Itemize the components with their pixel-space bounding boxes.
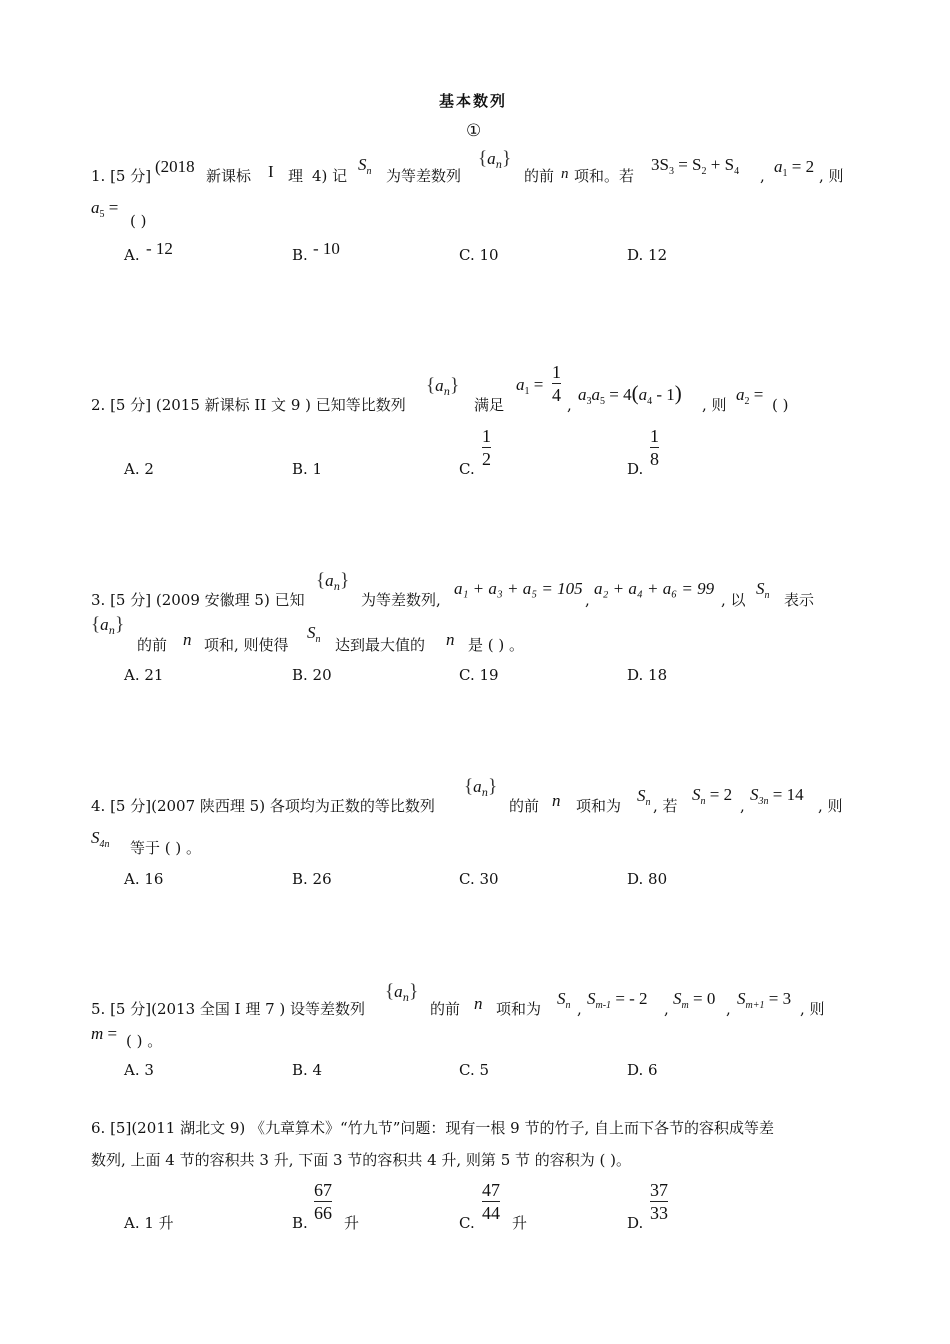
- q1-option-c: C. 10: [459, 246, 499, 264]
- q5-equation-1: $S_{m-1}$ = - 2: [587, 989, 648, 1011]
- q5-sn: $S_n$: [557, 989, 571, 1011]
- q6-option-d-fraction: 37 33: [650, 1180, 668, 1223]
- q1-option-a-value: - 12: [146, 239, 173, 258]
- q1-source-roman: I: [268, 162, 274, 181]
- q1-source-text: 新课标: [206, 167, 252, 185]
- q2-fraction-1-4: 1 4: [552, 362, 561, 405]
- q3-option-a: A. 21: [124, 666, 164, 684]
- q3-equation-2: a₂ + a₄ + a₆ = 99: [594, 579, 715, 598]
- q5-sequence-an: $\{a_n\}$: [385, 981, 419, 1004]
- q2-number: 2. [5 分] (2015 新课标 II 文 9 ) 已知等比数列: [91, 396, 406, 414]
- q1-source-year: (2018: [155, 157, 195, 176]
- q3-text-5: 项和, 则使得: [204, 636, 289, 654]
- q3-option-d: D. 18: [627, 666, 668, 684]
- q1-text-3: 项和。若: [574, 167, 635, 185]
- q6-option-c-fraction: 47 44: [482, 1180, 500, 1223]
- q6-option-c-label: C.: [459, 1214, 475, 1232]
- q1-option-b-value: - 10: [313, 239, 340, 258]
- q4-n: n: [552, 791, 561, 810]
- q6-option-b-fraction: 67 66: [314, 1180, 332, 1223]
- q5-text-2: 项和为: [496, 1000, 542, 1018]
- q4-option-d: D. 80: [627, 870, 668, 888]
- q3-number: 3. [5 分] (2009 安徽理 5) 已知: [91, 591, 305, 609]
- q2-option-b: B. 1: [292, 460, 323, 478]
- q1-sequence-an: $\{a_n\}$: [478, 148, 512, 171]
- q5-option-a: A. 3: [124, 1061, 154, 1079]
- q4-text-2: 项和为: [576, 797, 622, 815]
- q4-number: 4. [5 分](2007 陕西理 5) 各项均为正数的等比数列: [91, 797, 435, 815]
- q1-text-2: 的前: [524, 167, 555, 185]
- q2-option-c-label: C.: [459, 460, 475, 478]
- q2-option-a: A. 2: [124, 460, 154, 478]
- q3-text-1: 为等差数列,: [361, 591, 441, 609]
- q3-text-7: 是 ( ) 。: [468, 636, 525, 654]
- q5-n: n: [474, 994, 483, 1013]
- q2-option-d-fraction: 1 8: [650, 426, 659, 469]
- q4-option-b: B. 26: [292, 870, 332, 888]
- q4-text-1: 的前: [509, 797, 540, 815]
- q2-text-1: 满足: [474, 396, 505, 414]
- q1-source-li: 理: [288, 167, 304, 185]
- q4-option-c: C. 30: [459, 870, 499, 888]
- q5-text-3: , 则: [800, 1000, 825, 1018]
- q2-equation-2: $a_3a_5 = 4(a_4 - 1)$: [578, 381, 682, 407]
- q4-equation-1: $S_n = 2$: [692, 785, 733, 807]
- q6-option-b-label: B.: [292, 1214, 308, 1232]
- q5-comma-3: ,: [726, 1000, 731, 1018]
- q1-option-b-label: B.: [292, 246, 308, 264]
- q4-sequence-an: $\{a_n\}$: [464, 776, 498, 799]
- q1-text-4: , 则: [819, 167, 844, 185]
- q1-comma: ,: [760, 167, 765, 185]
- q2-answer-paren: ( ): [772, 396, 789, 414]
- q4-text-3: , 若: [653, 797, 678, 815]
- q1-answer-paren: ( ): [130, 212, 147, 230]
- q3-text-2: , 以: [721, 591, 746, 609]
- q3-equation-1: a₁ + a₃ + a₅ = 105: [454, 579, 583, 598]
- q4-text-4: , 则: [818, 797, 843, 815]
- q3-sequence-an-2: $\{a_n\}$: [91, 614, 125, 637]
- q1-ask: $a_5$ =: [91, 198, 119, 220]
- q5-comma-2: ,: [664, 1000, 669, 1018]
- q3-sn-2: $S_n$: [307, 623, 321, 645]
- q6-line-1: 6. [5](2011 湖北文 9) 《九章算术》“竹九节”问题：现有一根 9 节的竹子, 自上而下各节的容积成等差: [91, 1119, 775, 1137]
- q3-option-c: C. 19: [459, 666, 499, 684]
- q6-option-a: A. 1 升: [124, 1214, 174, 1232]
- q2-ask: $a_2$ =: [736, 385, 764, 407]
- q3-sn: $S_n$: [756, 579, 770, 601]
- q6-option-c-unit: 升: [512, 1214, 528, 1232]
- q3-text-3: 表示: [784, 591, 815, 609]
- q5-comma-1: ,: [577, 1000, 582, 1018]
- q4-ask: $S_{4n}$: [91, 828, 110, 850]
- q3-option-b: B. 20: [292, 666, 332, 684]
- q5-option-b: B. 4: [292, 1061, 323, 1079]
- q4-sn: $S_n$: [637, 786, 651, 808]
- q1-source-num: 4) 记: [312, 167, 348, 185]
- q2-eq1-lhs: $a_1$ =: [516, 375, 544, 397]
- q4-equation-2: $S_{3n} = 14$: [750, 785, 804, 807]
- q3-comma: ,: [585, 591, 590, 609]
- q1-text-1: 为等差数列: [386, 167, 462, 185]
- q6-line-2: 数列, 上面 4 节的容积共 3 升, 下面 3 节的容积共 4 升, 则第 5 节 的容积为 ( )。: [91, 1151, 632, 1169]
- q5-option-d: D. 6: [627, 1061, 658, 1079]
- q1-equation-2: $a_1 = 2$: [774, 157, 815, 179]
- q4-option-a: A. 16: [124, 870, 164, 888]
- q3-n: n: [183, 630, 192, 649]
- q5-equation-2: $S_m = 0$: [673, 989, 716, 1011]
- q5-option-c: C. 5: [459, 1061, 490, 1079]
- q6-option-d-label: D.: [627, 1214, 644, 1232]
- q5-number: 5. [5 分](2013 全国 I 理 7 ) 设等差数列: [91, 1000, 366, 1018]
- q2-text-2: , 则: [702, 396, 727, 414]
- q2-sequence-an: $\{a_n\}$: [426, 375, 460, 398]
- page-title: 基本数列: [439, 92, 508, 110]
- q4-text-5: 等于 ( ) 。: [130, 839, 202, 857]
- q4-comma: ,: [740, 797, 745, 815]
- q5-text-1: 的前: [430, 1000, 461, 1018]
- q2-option-c-fraction: 1 2: [482, 426, 491, 469]
- q5-equation-3: $S_{m+1} = 3$: [737, 989, 792, 1011]
- q1-n: n: [561, 166, 569, 182]
- q1-number: 1. [5 分]: [91, 167, 152, 185]
- q5-ask: m =: [91, 1024, 118, 1043]
- section-mark: ①: [466, 121, 482, 141]
- q2-option-d-label: D.: [627, 460, 644, 478]
- q1-option-a-label: A.: [124, 246, 140, 264]
- q5-text-4: ( ) 。: [126, 1032, 163, 1050]
- q1-equation-1: $3S_3 = S_2 + S_4$: [651, 155, 740, 177]
- q3-n-2: n: [446, 630, 455, 649]
- q6-option-b-unit: 升: [344, 1214, 360, 1232]
- q1-sn: $S_n$: [358, 155, 372, 177]
- q1-option-d: D. 12: [627, 246, 668, 264]
- q3-text-6: 达到最大值的: [335, 636, 426, 654]
- q3-sequence-an: $\{a_n\}$: [316, 570, 350, 593]
- q3-text-4: 的前: [137, 636, 168, 654]
- q2-comma: ,: [567, 396, 572, 414]
